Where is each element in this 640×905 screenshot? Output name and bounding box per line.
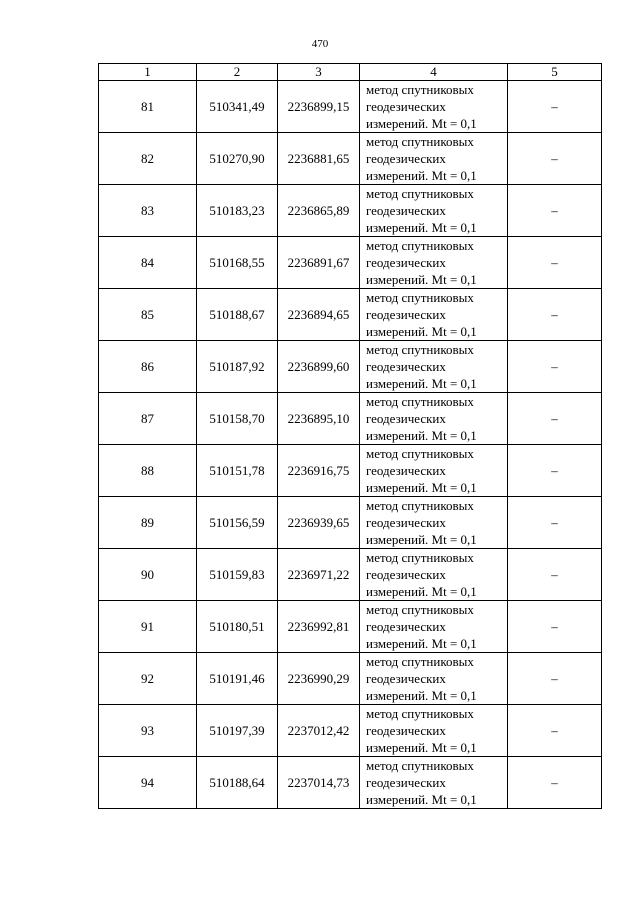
method-description — [360, 185, 508, 237]
column-header-4: 4 — [360, 64, 508, 81]
method-line-1: метод спутниковых — [366, 758, 474, 773]
point-number: 91 — [99, 601, 197, 653]
coordinate-x: 510151,78 — [197, 445, 278, 497]
method-line-2: геодезических — [366, 151, 446, 166]
coordinate-y: 2236895,10 — [278, 393, 360, 445]
table-row — [99, 549, 602, 601]
coordinate-y: 2236865,89 — [278, 185, 360, 237]
coordinate-y: 2236899,15 — [278, 81, 360, 133]
coordinate-x: 510188,64 — [197, 757, 278, 809]
method-line-2: геодезических — [366, 671, 446, 686]
method-line-1: метод спутниковых — [366, 446, 474, 461]
table-row — [99, 81, 602, 133]
coordinate-y: 2236990,29 — [278, 653, 360, 705]
method-line-3: измерений. Mt = 0,1 — [366, 324, 477, 339]
point-number: 84 — [99, 237, 197, 289]
coordinate-x: 510180,51 — [197, 601, 278, 653]
method-line-3: измерений. Mt = 0,1 — [366, 688, 477, 703]
method-line-1: метод спутниковых — [366, 186, 474, 201]
coordinate-x: 510341,49 — [197, 81, 278, 133]
point-number: 81 — [99, 81, 197, 133]
column-5-value: – — [508, 601, 602, 653]
column-5-value: – — [508, 445, 602, 497]
page-number: 470 — [311, 38, 329, 50]
method-description — [360, 237, 508, 289]
table-header-row — [99, 64, 602, 81]
method-line-3: измерений. Mt = 0,1 — [366, 220, 477, 235]
column-5-value: – — [508, 497, 602, 549]
method-line-1: метод спутниковых — [366, 82, 474, 97]
table-row — [99, 601, 602, 653]
column-5-value: – — [508, 757, 602, 809]
point-number: 92 — [99, 653, 197, 705]
column-5-value: – — [508, 133, 602, 185]
method-line-3: измерений. Mt = 0,1 — [366, 532, 477, 547]
method-line-2: геодезических — [366, 307, 446, 322]
point-number: 88 — [99, 445, 197, 497]
table-row — [99, 341, 602, 393]
method-line-1: метод спутниковых — [366, 134, 474, 149]
method-line-1: метод спутниковых — [366, 602, 474, 617]
method-line-3: измерений. Mt = 0,1 — [366, 428, 477, 443]
method-line-3: измерений. Mt = 0,1 — [366, 272, 477, 287]
method-description — [360, 289, 508, 341]
point-number: 90 — [99, 549, 197, 601]
table-row — [99, 653, 602, 705]
coordinate-x: 510187,92 — [197, 341, 278, 393]
method-line-1: метод спутниковых — [366, 706, 474, 721]
coordinate-x: 510156,59 — [197, 497, 278, 549]
coordinate-y: 2236899,60 — [278, 341, 360, 393]
method-description — [360, 601, 508, 653]
table-row — [99, 445, 602, 497]
method-line-2: геодезических — [366, 411, 446, 426]
method-line-3: измерений. Mt = 0,1 — [366, 636, 477, 651]
coordinate-y: 2237012,42 — [278, 705, 360, 757]
point-number: 83 — [99, 185, 197, 237]
coordinate-x: 510159,83 — [197, 549, 278, 601]
column-5-value: – — [508, 237, 602, 289]
table-row — [99, 393, 602, 445]
method-line-1: метод спутниковых — [366, 342, 474, 357]
method-line-3: измерений. Mt = 0,1 — [366, 740, 477, 755]
coordinate-x: 510158,70 — [197, 393, 278, 445]
column-5-value: – — [508, 705, 602, 757]
point-number: 94 — [99, 757, 197, 809]
coordinate-y: 2236916,75 — [278, 445, 360, 497]
coordinate-y: 2237014,73 — [278, 757, 360, 809]
method-line-2: геодезических — [366, 619, 446, 634]
point-number: 85 — [99, 289, 197, 341]
coordinate-x: 510191,46 — [197, 653, 278, 705]
point-number: 86 — [99, 341, 197, 393]
coordinate-y: 2236992,81 — [278, 601, 360, 653]
table-row — [99, 133, 602, 185]
column-5-value: – — [508, 393, 602, 445]
method-line-1: метод спутниковых — [366, 238, 474, 253]
coordinate-x: 510168,55 — [197, 237, 278, 289]
column-5-value: – — [508, 185, 602, 237]
method-line-2: геодезических — [366, 567, 446, 582]
table-row — [99, 237, 602, 289]
method-line-2: геодезических — [366, 99, 446, 114]
method-line-1: метод спутниковых — [366, 498, 474, 513]
column-5-value: – — [508, 549, 602, 601]
method-description — [360, 549, 508, 601]
method-description — [360, 705, 508, 757]
method-line-3: измерений. Mt = 0,1 — [366, 116, 477, 131]
method-line-3: измерений. Mt = 0,1 — [366, 792, 477, 807]
column-5-value: – — [508, 289, 602, 341]
column-header-5: 5 — [508, 64, 602, 81]
coordinate-y: 2236939,65 — [278, 497, 360, 549]
method-description — [360, 81, 508, 133]
coordinate-y: 2236881,65 — [278, 133, 360, 185]
method-description — [360, 497, 508, 549]
method-line-2: геодезических — [366, 203, 446, 218]
table-row — [99, 289, 602, 341]
method-line-1: метод спутниковых — [366, 290, 474, 305]
point-number: 82 — [99, 133, 197, 185]
point-number: 89 — [99, 497, 197, 549]
method-description — [360, 653, 508, 705]
coordinate-y: 2236971,22 — [278, 549, 360, 601]
method-line-2: геодезических — [366, 775, 446, 790]
column-5-value: – — [508, 341, 602, 393]
method-description — [360, 393, 508, 445]
method-line-2: геодезических — [366, 515, 446, 530]
method-line-3: измерений. Mt = 0,1 — [366, 376, 477, 391]
method-line-2: геодезических — [366, 723, 446, 738]
column-header-3: 3 — [278, 64, 360, 81]
method-line-1: метод спутниковых — [366, 550, 474, 565]
method-description — [360, 341, 508, 393]
method-line-3: измерений. Mt = 0,1 — [366, 168, 477, 183]
method-line-2: геодезических — [366, 463, 446, 478]
point-number: 87 — [99, 393, 197, 445]
method-line-2: геодезических — [366, 255, 446, 270]
column-5-value: – — [508, 81, 602, 133]
table-row — [99, 705, 602, 757]
coordinate-y: 2236891,67 — [278, 237, 360, 289]
method-description — [360, 757, 508, 809]
coordinate-x: 510188,67 — [197, 289, 278, 341]
method-line-3: измерений. Mt = 0,1 — [366, 480, 477, 495]
method-description — [360, 445, 508, 497]
column-5-value: – — [508, 653, 602, 705]
coordinate-x: 510270,90 — [197, 133, 278, 185]
method-line-1: метод спутниковых — [366, 654, 474, 669]
coordinate-y: 2236894,65 — [278, 289, 360, 341]
table-row — [99, 185, 602, 237]
method-line-1: метод спутниковых — [366, 394, 474, 409]
column-header-2: 2 — [197, 64, 278, 81]
coordinate-x: 510183,23 — [197, 185, 278, 237]
method-line-2: геодезических — [366, 359, 446, 374]
column-header-1: 1 — [99, 64, 197, 81]
method-description — [360, 133, 508, 185]
table-row — [99, 757, 602, 809]
coordinate-x: 510197,39 — [197, 705, 278, 757]
method-line-3: измерений. Mt = 0,1 — [366, 584, 477, 599]
point-number: 93 — [99, 705, 197, 757]
table-row — [99, 497, 602, 549]
coordinates-table — [98, 63, 602, 809]
